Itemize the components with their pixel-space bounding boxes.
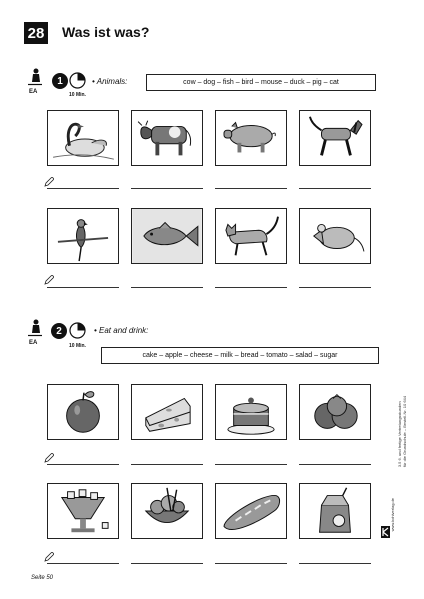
bread-picture bbox=[215, 483, 287, 539]
word-bank: cake – apple – cheese – milk – bread – tomato – salad – sugar bbox=[101, 347, 379, 364]
pig-picture bbox=[215, 110, 287, 166]
work-mode-label: EA bbox=[29, 340, 38, 346]
cake-picture bbox=[215, 384, 287, 440]
answer-line[interactable] bbox=[299, 287, 371, 288]
cheese-picture bbox=[131, 384, 203, 440]
bird-picture bbox=[47, 208, 119, 264]
publisher-url: www.kohlverlag.de bbox=[390, 498, 395, 532]
worksheet-number: 28 bbox=[24, 22, 48, 44]
apple-picture bbox=[47, 384, 119, 440]
dog-picture bbox=[299, 110, 371, 166]
sugar-picture bbox=[47, 483, 119, 539]
section-number: 2 bbox=[51, 323, 67, 339]
answer-line[interactable] bbox=[47, 563, 119, 564]
person-icon bbox=[30, 68, 42, 82]
answer-line[interactable] bbox=[299, 188, 371, 189]
cat-picture bbox=[215, 208, 287, 264]
answer-line[interactable] bbox=[215, 188, 287, 189]
pencil-icon bbox=[44, 552, 54, 562]
answer-line[interactable] bbox=[131, 563, 203, 564]
clock-icon bbox=[69, 322, 86, 339]
answer-line[interactable] bbox=[215, 563, 287, 564]
publisher-credit: 3.5 6. und fertige Vertretungsstunden für die Grundschule – Bestell-Nr. 10 644 bbox=[397, 396, 407, 468]
answer-line[interactable] bbox=[47, 188, 119, 189]
answer-line[interactable] bbox=[47, 464, 119, 465]
time-label: 10 Min. bbox=[69, 343, 86, 349]
pencil-icon bbox=[44, 453, 54, 463]
answer-line[interactable] bbox=[131, 287, 203, 288]
section-prompt: • Animals: bbox=[92, 77, 128, 86]
publisher-logo bbox=[381, 526, 390, 538]
answer-line[interactable] bbox=[299, 563, 371, 564]
section-number: 1 bbox=[52, 73, 68, 89]
divider bbox=[28, 334, 42, 337]
pencil-icon bbox=[44, 177, 54, 187]
answer-line[interactable] bbox=[299, 464, 371, 465]
divider bbox=[28, 83, 42, 86]
work-mode-label: EA bbox=[29, 89, 38, 95]
duck-picture bbox=[47, 110, 119, 166]
page-title: Was ist was? bbox=[62, 24, 150, 40]
salad-picture bbox=[131, 483, 203, 539]
tomato-picture bbox=[299, 384, 371, 440]
word-bank: cow – dog – fish – bird – mouse – duck – pig – cat bbox=[146, 74, 376, 91]
answer-line[interactable] bbox=[215, 287, 287, 288]
mouse-picture bbox=[299, 208, 371, 264]
answer-line[interactable] bbox=[47, 287, 119, 288]
answer-line[interactable] bbox=[131, 464, 203, 465]
cow-picture bbox=[131, 110, 203, 166]
fish-picture bbox=[131, 208, 203, 264]
section-prompt: • Eat and drink: bbox=[94, 326, 149, 335]
answer-line[interactable] bbox=[131, 188, 203, 189]
person-icon bbox=[30, 319, 42, 333]
answer-line[interactable] bbox=[215, 464, 287, 465]
page-number: Seite 50 bbox=[31, 575, 54, 581]
time-label: 10 Min. bbox=[69, 92, 86, 98]
clock-icon bbox=[69, 72, 86, 89]
pencil-icon bbox=[44, 275, 54, 285]
milk-picture bbox=[299, 483, 371, 539]
